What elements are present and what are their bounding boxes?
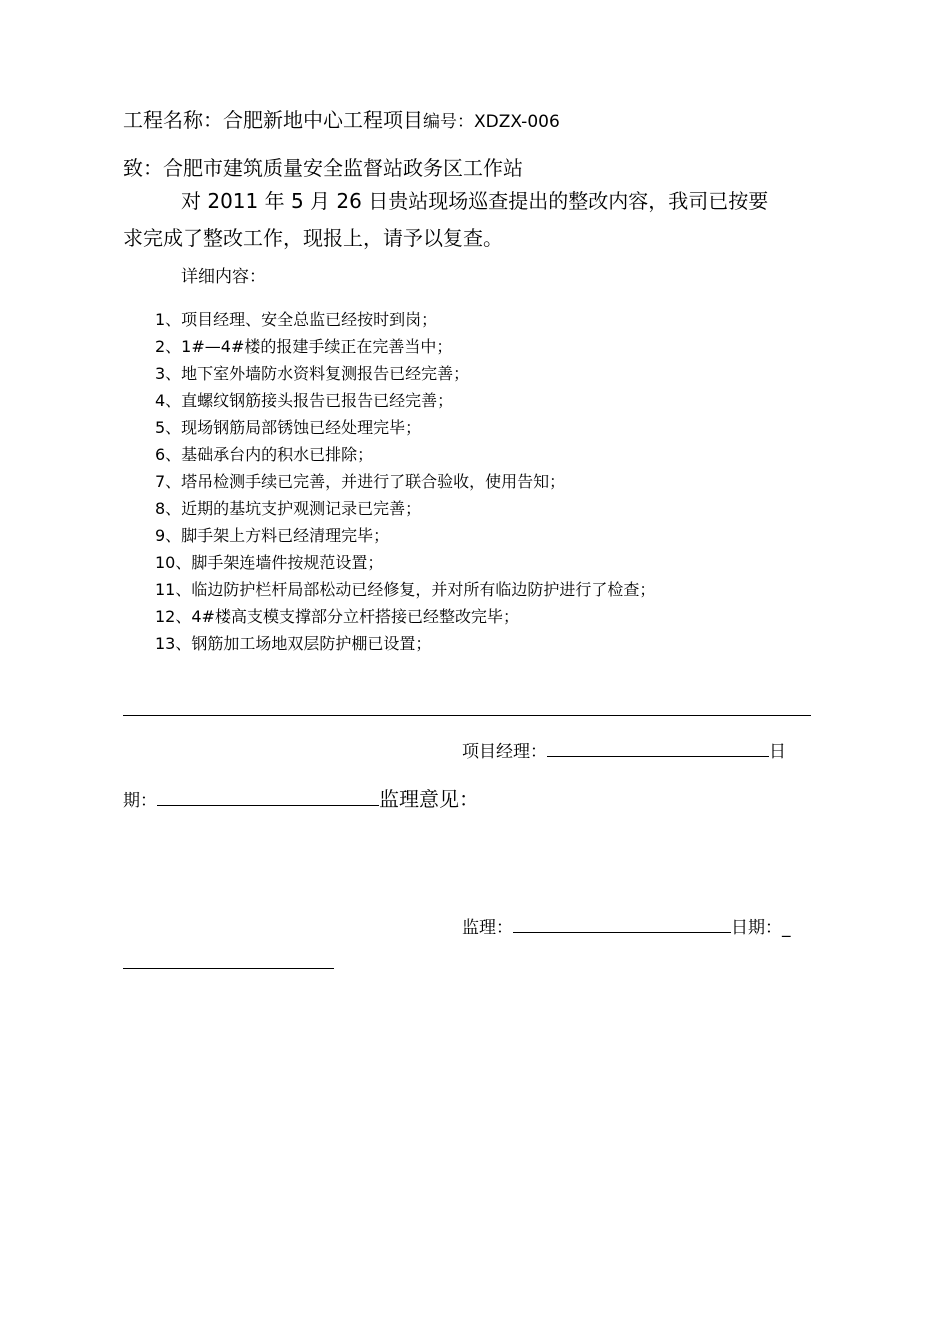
addressee: 致：合肥市建筑质量安全监督站政务区工作站 [123,156,523,180]
pm-label: 项目经理： [462,742,547,762]
details-label: 详细内容： [181,267,266,287]
pm-signature-blank[interactable] [547,755,769,757]
list-item: 5、现场钢筋局部锈蚀已经处理完毕； [155,418,422,437]
pm-date-blank[interactable] [157,804,379,806]
list-item: 12、4#楼高支模支撑部分立杆搭接已经整改完毕； [155,607,519,626]
supervisor-signature-blank[interactable] [513,931,731,933]
list-item: 8、近期的基坑支护观测记录已完善； [155,499,422,518]
list-item: 2、1#—4#楼的报建手续正在完善当中； [155,337,453,356]
list-item: 10、脚手架连墙件按规范设置； [155,553,384,572]
supervisor-label: 监理： [462,918,513,938]
supervision-opinion-label: 监理意见： [379,787,479,811]
divider-line [123,715,811,716]
project-name: 工程名称：合肥新地中心工程项目 [123,108,423,132]
list-item: 7、塔吊检测手续已完善，并进行了联合验收，使用告知； [155,472,566,491]
header-line [123,104,560,133]
date-char-2: 期： [123,791,157,811]
list-item: 1、项目经理、安全总监已经按时到岗； [155,310,438,329]
pm-signature-line [462,737,786,762]
list-item: 11、临边防护栏杆局部松动已经修复，并对所有临边防护进行了检查； [155,580,656,599]
body-text-line-2: 求完成了整改工作，现报上，请予以复查。 [123,226,503,250]
list-item: 3、地下室外墙防水资料复测报告已经完善； [155,364,470,383]
document-code: 编号：XDZX-006 [423,112,560,132]
list-item: 6、基础承台内的积水已排除； [155,445,374,464]
supervisor-date-label: 日期：_ [731,918,791,938]
date-char-1: 日 [769,742,786,762]
body-text-line-1: 对 2011 年 5 月 26 日贵站现场巡查提出的整改内容，我司已按要 [181,189,769,213]
pm-date-line [123,783,479,812]
list-item: 9、脚手架上方料已经清理完毕； [155,526,390,545]
supervisor-date-blank[interactable] [123,968,334,969]
list-item: 4、直螺纹钢筋接头报告已报告已经完善； [155,391,454,410]
supervisor-signature-line [462,913,791,938]
list-item: 13、钢筋加工场地双层防护棚已设置； [155,634,432,653]
